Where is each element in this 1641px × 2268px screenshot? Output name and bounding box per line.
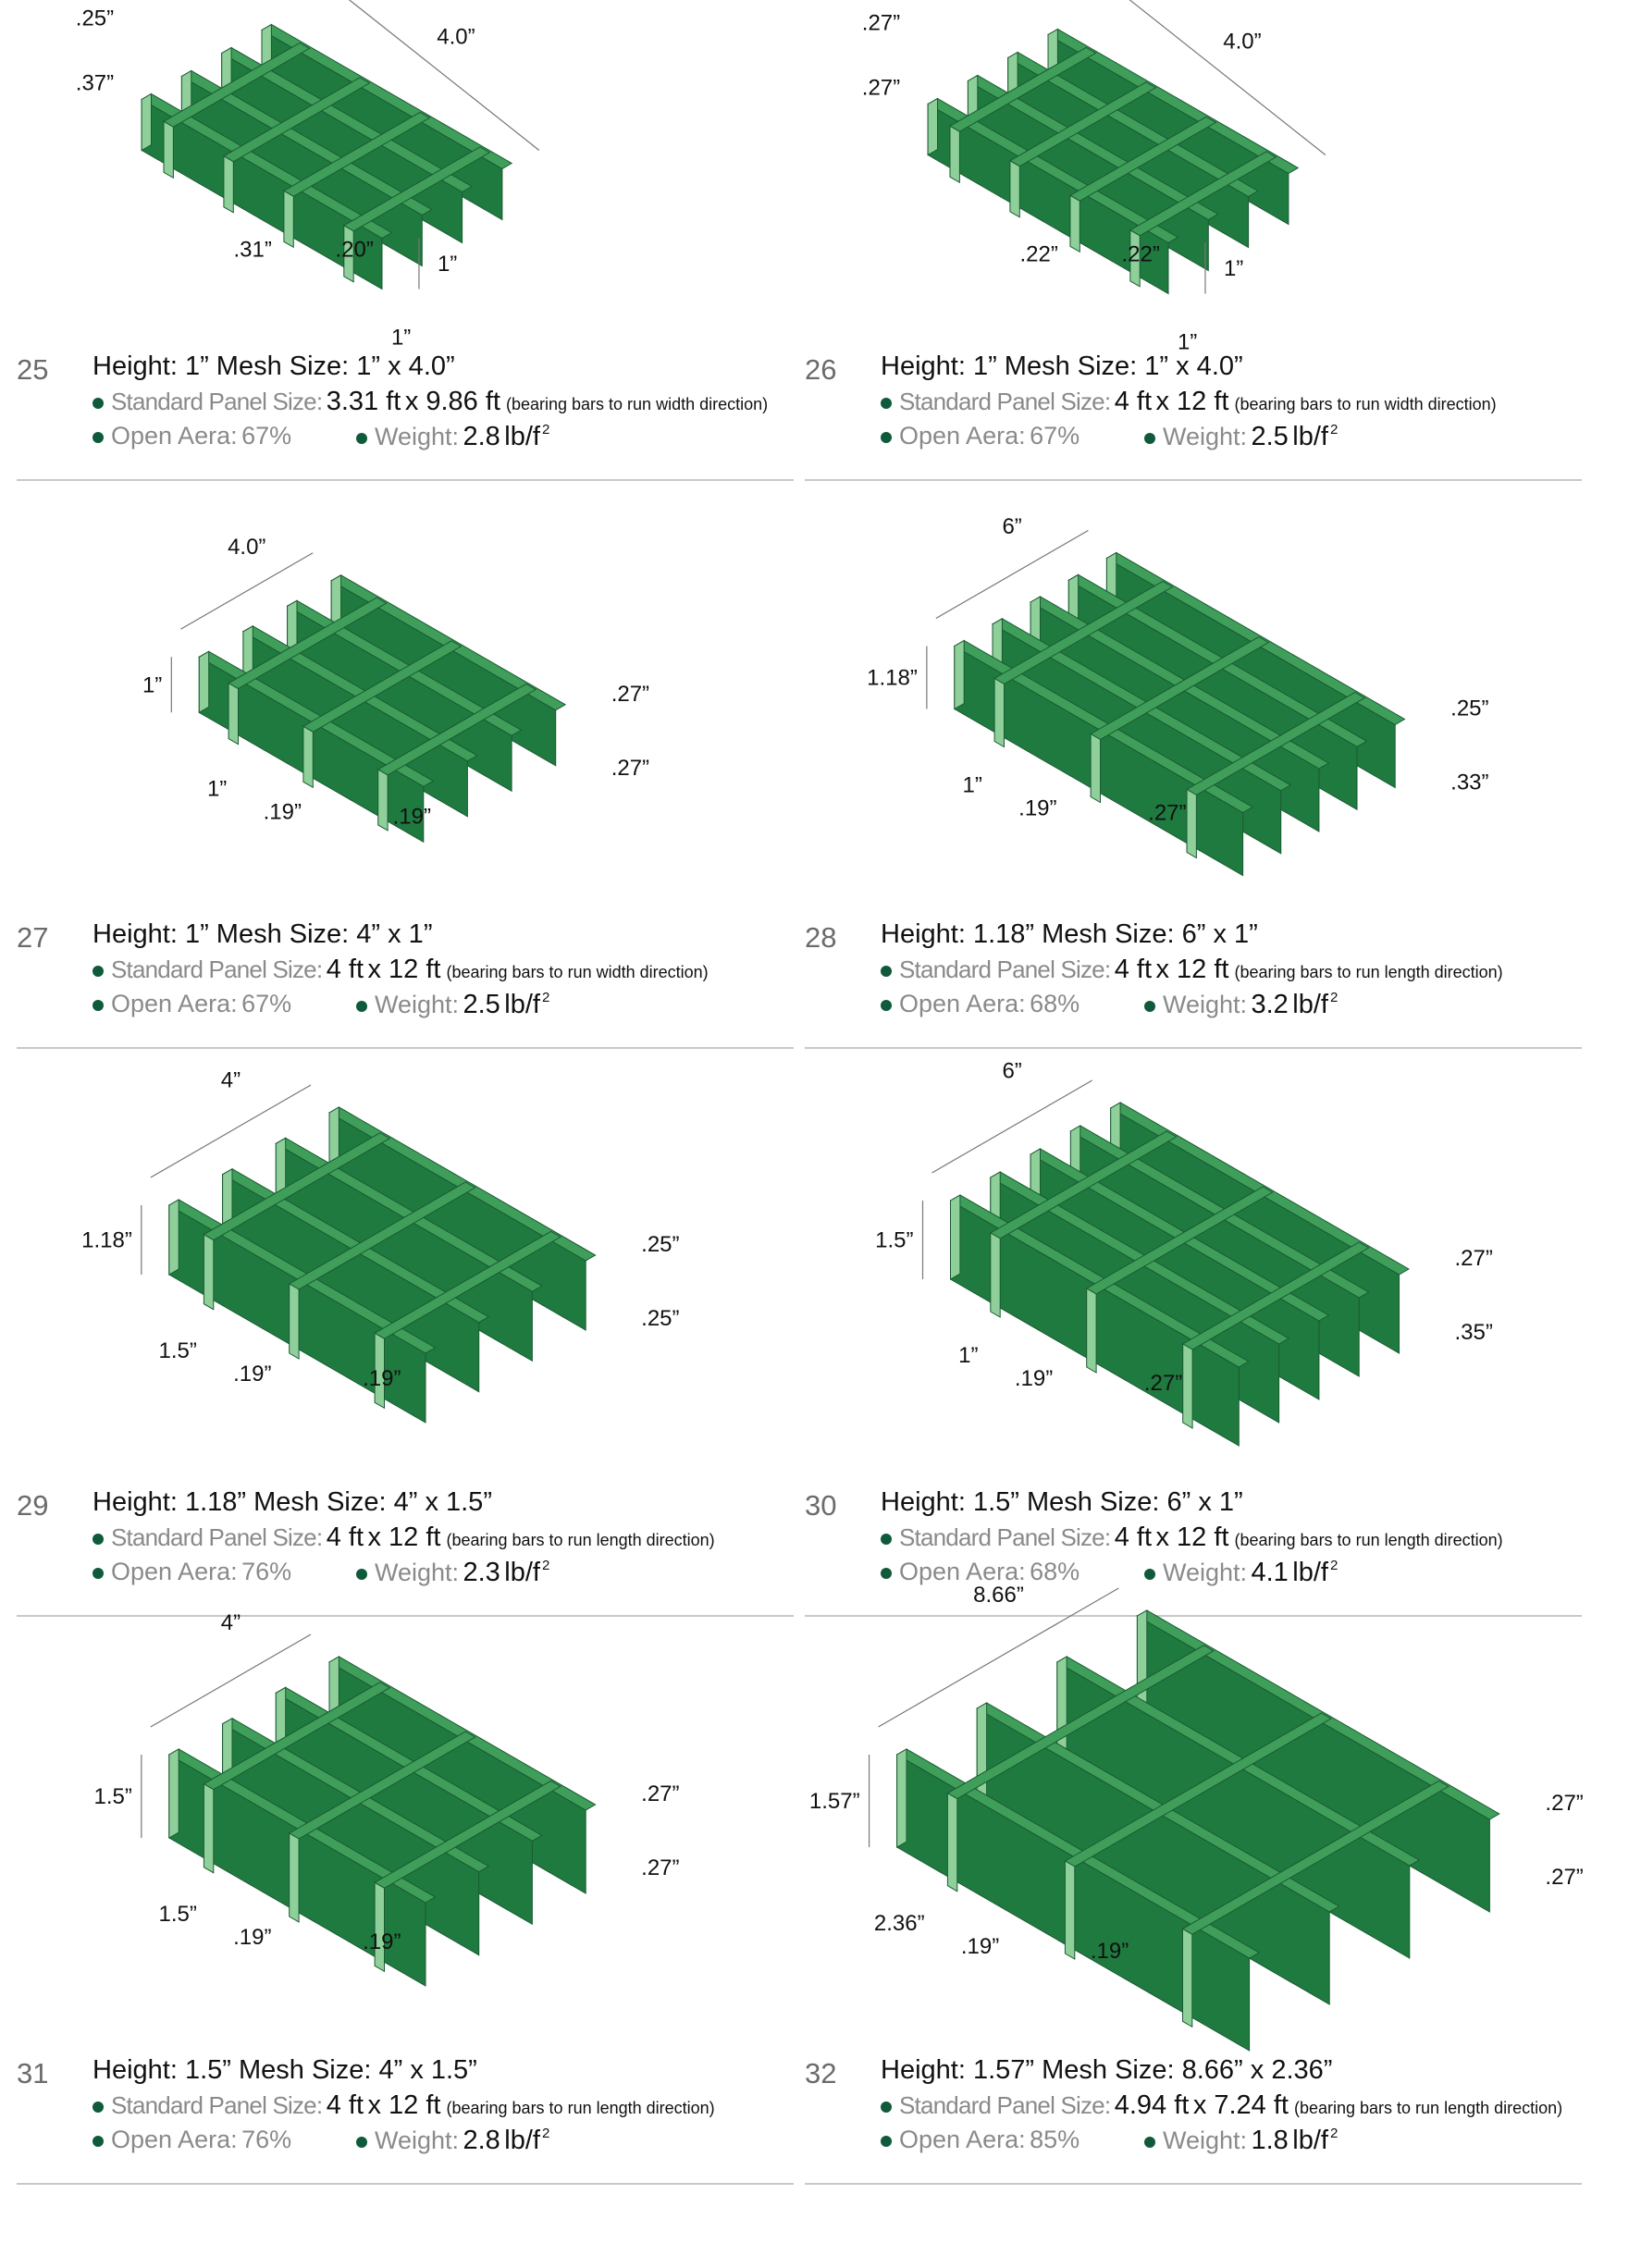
bearing-note: (bearing bars to run width direction) <box>1234 395 1497 413</box>
panel-number: 29 <box>17 1489 49 1522</box>
bearing-note: (bearing bars to run length direction) <box>1234 963 1503 981</box>
cross-bar-end <box>1087 1288 1096 1373</box>
bullet-icon <box>93 2102 104 2113</box>
bullet-icon <box>93 432 104 443</box>
panel-size-width: 4 ft <box>326 1522 364 1552</box>
standard-panel-size-row <box>881 1522 1503 1553</box>
dimension-label: .19” <box>263 799 302 825</box>
weight-group <box>356 2126 549 2156</box>
dimension-label: .25” <box>1450 696 1489 721</box>
weight-exponent: 2 <box>541 1558 550 1573</box>
bullet-icon <box>1144 1569 1155 1580</box>
weight-label: Weight: <box>375 991 460 1018</box>
panel-size-width: 4 ft <box>1114 1522 1153 1552</box>
weight-group <box>356 1558 549 1588</box>
standard-panel-label: Standard Panel Size: <box>111 955 323 983</box>
panel-size-length: x 12 ft <box>1155 955 1229 984</box>
weight-label: Weight: <box>1163 1559 1248 1586</box>
dimension-label: .19” <box>363 1929 401 1954</box>
dimension-label: 1.5” <box>93 1784 132 1809</box>
bearing-bar-end <box>169 1749 179 1838</box>
panel-heading: Height: 1.57” Mesh Size: 8.66” x 2.36” <box>881 2055 1333 2085</box>
cross-bar-end <box>303 726 313 787</box>
grating-panel-29 <box>17 1067 794 1700</box>
bullet-icon <box>881 398 892 409</box>
weight-group <box>1144 2126 1338 2156</box>
cross-bar-end <box>378 770 388 831</box>
bullet-icon <box>1144 433 1155 444</box>
standard-panel-size-row <box>93 1522 715 1553</box>
bullet-icon <box>93 966 104 977</box>
panel-heading: Height: 1” Mesh Size: 1” x 4.0” <box>93 351 455 381</box>
grating-svg <box>805 0 1582 355</box>
open-area-label: Open Aera: <box>899 2126 1026 2153</box>
dimension-label: .27” <box>641 1781 680 1806</box>
weight-exponent: 2 <box>541 2126 550 2141</box>
bullet-icon <box>881 2136 892 2147</box>
weight-value: 2.5 <box>463 990 500 1019</box>
panel-number: 32 <box>805 2057 837 2089</box>
dimension-label: .35” <box>1454 1320 1493 1345</box>
bullet-icon <box>881 432 892 443</box>
dimension-label: 1” <box>390 325 412 351</box>
dimension-label: 1” <box>962 772 982 798</box>
standard-panel-label: Standard Panel Size: <box>899 955 1111 983</box>
panel-heading: Height: 1” Mesh Size: 4” x 1” <box>93 919 433 949</box>
bearing-bar-end <box>169 1200 179 1275</box>
cross-bar-end <box>290 1284 299 1359</box>
panel-number: 28 <box>805 921 837 954</box>
open-area-value: 76% <box>241 1558 292 1585</box>
dimension-label: .20” <box>335 237 374 263</box>
bullet-icon <box>93 2136 104 2147</box>
bearing-note: (bearing bars to run width direction) <box>505 395 769 413</box>
dimension-label: 1” <box>437 252 458 277</box>
grating-illustration <box>17 1067 794 1487</box>
weight-label: Weight: <box>375 2126 460 2154</box>
weight-label: Weight: <box>375 423 460 450</box>
dimension-label: 8.66” <box>973 1583 1024 1608</box>
standard-panel-size-row <box>881 955 1503 985</box>
bearing-note: (bearing bars to run length direction) <box>1234 1531 1503 1549</box>
panel-size-width: 4 ft <box>1114 955 1153 984</box>
grating-illustration <box>805 1058 1582 1487</box>
grating-panel-26 <box>805 0 1582 564</box>
open-area-value: 85% <box>1030 2126 1080 2153</box>
weight-exponent: 2 <box>541 422 550 438</box>
bearing-bar-end <box>928 99 937 155</box>
weight-unit: lb/f <box>504 422 540 451</box>
bullet-icon <box>881 1000 892 1011</box>
panel-number: 26 <box>805 353 837 386</box>
dimension-label: .27” <box>1545 1865 1584 1890</box>
panel-heading: Height: 1.5” Mesh Size: 4” x 1.5” <box>93 2055 477 2085</box>
section-divider <box>805 1047 1582 1049</box>
cross-bar-end <box>228 684 238 745</box>
open-area-value: 76% <box>241 2126 292 2153</box>
grating-svg <box>17 1610 794 2055</box>
area-weight-row <box>93 990 550 1019</box>
dimension-label: 1” <box>1177 329 1198 355</box>
grating-svg <box>17 0 794 351</box>
weight-unit: lb/f <box>1292 990 1328 1019</box>
standard-panel-label: Standard Panel Size: <box>899 388 1111 415</box>
section-divider <box>805 1615 1582 1617</box>
dimension-label: .25” <box>641 1306 680 1331</box>
standard-panel-size-row <box>93 955 709 985</box>
panel-size-length: x 12 ft <box>367 1522 441 1552</box>
dimension-label: .19” <box>960 1934 1000 1959</box>
weight-value: 1.8 <box>1251 2126 1289 2155</box>
panel-heading: Height: 1.5” Mesh Size: 6” x 1” <box>881 1487 1243 1517</box>
panel-number: 31 <box>17 2057 49 2089</box>
cross-bar-end <box>950 126 959 182</box>
bearing-bar-end <box>142 94 151 151</box>
cross-bar-end <box>1010 161 1019 217</box>
bearing-note: (bearing bars to run width direction) <box>446 963 709 981</box>
dimension-label: .27” <box>1454 1246 1493 1271</box>
bullet-icon <box>881 2102 892 2113</box>
dimension-label: .37” <box>75 70 115 96</box>
dimension-label: .25” <box>75 6 115 31</box>
bullet-icon <box>1144 2137 1155 2148</box>
dimension-label: .19” <box>363 1366 401 1391</box>
panel-number: 27 <box>17 921 49 954</box>
open-area-label: Open Aera: <box>899 422 1026 450</box>
bullet-icon <box>356 2137 367 2148</box>
bearing-note: (bearing bars to run length direction) <box>446 1531 715 1549</box>
dimension-label: 4” <box>220 1067 241 1093</box>
weight-exponent: 2 <box>1329 1558 1339 1573</box>
section-divider <box>17 479 794 481</box>
panel-size-length: x 7.24 ft <box>1192 2090 1289 2120</box>
open-area-value: 67% <box>241 990 292 1017</box>
cross-bar-end <box>1183 1344 1192 1428</box>
weight-value: 2.5 <box>1251 422 1289 451</box>
dimension-label: 2.36” <box>873 1911 925 1936</box>
grating-panel-30 <box>805 1058 1582 1700</box>
dimension-label: 1” <box>142 672 163 698</box>
weight-exponent: 2 <box>1329 2126 1339 2141</box>
panel-size-length: x 9.86 ft <box>404 387 500 416</box>
cross-bar-end <box>204 1235 213 1310</box>
weight-unit: lb/f <box>504 2126 540 2155</box>
bullet-icon <box>356 1569 367 1580</box>
grating-illustration <box>17 0 794 351</box>
dimension-label: .19” <box>233 1925 272 1950</box>
open-area-value: 68% <box>1030 1558 1080 1585</box>
section-divider <box>805 2183 1582 2185</box>
weight-value: 2.8 <box>463 2126 500 2155</box>
cross-bar-end <box>284 191 293 247</box>
dimension-label: .27” <box>611 755 650 781</box>
weight-unit: lb/f <box>504 1558 540 1587</box>
dimension-label: .27” <box>1143 1371 1183 1396</box>
panel-heading: Height: 1.18” Mesh Size: 4” x 1.5” <box>93 1487 492 1517</box>
dimension-label: .31” <box>233 237 272 263</box>
panel-heading: Height: 1.18” Mesh Size: 6” x 1” <box>881 919 1258 949</box>
bearing-bar-end <box>955 641 964 709</box>
area-weight-row <box>881 422 1339 451</box>
bullet-icon <box>93 1000 104 1011</box>
dimension-label: .19” <box>1090 1939 1129 1964</box>
open-area-value: 67% <box>1030 422 1080 450</box>
dimension-label: .33” <box>1450 770 1489 795</box>
bullet-icon <box>881 966 892 977</box>
dimension-label: 4” <box>220 1610 241 1635</box>
open-area-label: Open Aera: <box>111 2126 238 2153</box>
dimension-label: 6” <box>1002 1058 1022 1084</box>
grating-svg <box>17 1067 794 1487</box>
panel-size-width: 4.94 ft <box>1114 2090 1190 2120</box>
bullet-icon <box>356 1001 367 1012</box>
standard-panel-size-row <box>881 387 1497 417</box>
dimension-label: 1” <box>206 776 228 802</box>
area-weight-row <box>93 1558 550 1587</box>
panel-size-width: 4 ft <box>326 2090 364 2120</box>
cross-bar-end <box>375 1882 384 1971</box>
grating-svg <box>805 1583 1584 2055</box>
standard-panel-label: Standard Panel Size: <box>899 2091 1111 2119</box>
bullet-icon <box>93 1534 104 1545</box>
section-divider <box>805 479 1582 481</box>
cross-bar-end <box>1070 195 1080 252</box>
panel-size-width: 4 ft <box>326 955 364 984</box>
cross-bar-end <box>1187 790 1196 858</box>
grating-drawing <box>928 30 1298 294</box>
bearing-bar-end <box>951 1195 960 1279</box>
weight-label: Weight: <box>1163 423 1248 450</box>
standard-panel-label: Standard Panel Size: <box>111 1523 323 1551</box>
grating-svg <box>17 535 794 919</box>
grating-panel-25 <box>17 0 794 564</box>
panel-size-width: 3.31 ft <box>326 387 401 416</box>
weight-value: 2.8 <box>463 422 500 451</box>
grating-illustration <box>805 1583 1584 2055</box>
panel-size-width: 4 ft <box>1114 387 1153 416</box>
weight-label: Weight: <box>1163 991 1248 1018</box>
dimension-label: 1.5” <box>875 1227 914 1253</box>
dimension-label: .27” <box>861 10 901 36</box>
area-weight-row <box>93 422 550 451</box>
weight-exponent: 2 <box>1329 422 1339 438</box>
bearing-bar-end <box>897 1749 907 1847</box>
weight-label: Weight: <box>1163 2126 1248 2154</box>
dimension-label: 1” <box>1223 256 1244 281</box>
dimension-label: .27” <box>1545 1791 1584 1816</box>
bullet-icon <box>93 1568 104 1579</box>
cross-bar-end <box>1091 734 1100 803</box>
grating-illustration <box>17 535 794 919</box>
dimension-label: .19” <box>233 1362 272 1387</box>
dimension-label: .19” <box>392 804 431 830</box>
weight-group <box>356 990 549 1020</box>
weight-unit: lb/f <box>1292 2126 1328 2155</box>
weight-unit: lb/f <box>1292 422 1328 451</box>
bullet-icon <box>881 1568 892 1579</box>
weight-exponent: 2 <box>541 990 550 1005</box>
grating-drawing <box>142 25 512 290</box>
open-area-label: Open Aera: <box>899 990 1026 1017</box>
dimension-label: 4.0” <box>228 535 266 560</box>
section-divider <box>17 2183 794 2185</box>
dimension-label: 4.0” <box>437 24 475 50</box>
section-divider <box>17 1047 794 1049</box>
dimension-label: .27” <box>641 1855 680 1880</box>
weight-exponent: 2 <box>1329 990 1339 1005</box>
standard-panel-size-row <box>93 2090 715 2121</box>
standard-panel-label: Standard Panel Size: <box>899 1523 1111 1551</box>
panel-number: 30 <box>805 1489 837 1522</box>
area-weight-row <box>881 2126 1339 2155</box>
area-weight-row <box>93 2126 550 2155</box>
cross-bar-end <box>164 121 173 178</box>
dimension-label: 1.18” <box>81 1227 132 1253</box>
dimension-label: 1.57” <box>808 1789 860 1814</box>
bullet-icon <box>881 1534 892 1545</box>
cross-bar-end <box>204 1784 213 1873</box>
open-area-value: 67% <box>241 422 292 450</box>
weight-unit: lb/f <box>1292 1558 1328 1587</box>
bullet-icon <box>1144 1001 1155 1012</box>
grating-panel-28 <box>805 514 1582 1132</box>
open-area-label: Open Aera: <box>111 1558 238 1585</box>
grating-panel-32 <box>805 1583 1584 2268</box>
weight-label: Weight: <box>375 1559 460 1586</box>
cross-bar-end <box>1183 1929 1192 2027</box>
cross-bar-end <box>1065 1861 1074 1959</box>
weight-group <box>1144 1558 1338 1588</box>
dimension-label: .19” <box>1014 1366 1054 1391</box>
standard-panel-size-row <box>881 2090 1562 2121</box>
panel-number: 25 <box>17 353 49 386</box>
bullet-icon <box>356 433 367 444</box>
bearing-note: (bearing bars to run length direction) <box>446 2099 715 2117</box>
dimension-label: .27” <box>861 75 901 101</box>
dimension-label: 1.5” <box>158 1902 197 1927</box>
bearing-bar-end <box>199 651 208 712</box>
grating-illustration <box>805 514 1582 919</box>
cross-bar-end <box>994 679 1004 747</box>
open-area-value: 68% <box>1030 990 1080 1017</box>
panel-size-length: x 12 ft <box>1155 387 1229 416</box>
open-area-label: Open Aera: <box>111 422 238 450</box>
weight-value: 2.3 <box>463 1558 500 1587</box>
weight-unit: lb/f <box>504 990 540 1019</box>
weight-value: 3.2 <box>1251 990 1289 1019</box>
grating-drawing <box>955 553 1405 876</box>
grating-svg <box>805 1058 1582 1487</box>
area-weight-row <box>881 990 1339 1019</box>
grating-illustration <box>805 0 1582 355</box>
dimension-label: .25” <box>641 1232 680 1257</box>
open-area-label: Open Aera: <box>899 1558 1026 1585</box>
panel-size-length: x 12 ft <box>1155 1522 1229 1552</box>
grating-panel-27 <box>17 535 794 1132</box>
bearing-note: (bearing bars to run length direction) <box>1293 2099 1563 2117</box>
dimension-label: 1.18” <box>867 665 918 691</box>
cross-bar-end <box>224 156 233 213</box>
panel-size-length: x 12 ft <box>367 955 441 984</box>
weight-value: 4.1 <box>1251 1558 1289 1587</box>
cross-bar-end <box>991 1233 1000 1317</box>
grating-illustration <box>17 1610 794 2055</box>
dimension-label: 1.5” <box>158 1338 197 1363</box>
standard-panel-label: Standard Panel Size: <box>111 2091 323 2119</box>
panel-heading: Height: 1” Mesh Size: 1” x 4.0” <box>881 351 1243 381</box>
grating-drawing <box>199 575 565 843</box>
open-area-label: Open Aera: <box>111 990 238 1017</box>
dimension-label: 4.0” <box>1223 29 1262 55</box>
dimension-label: .27” <box>1148 800 1187 826</box>
weight-group <box>1144 990 1338 1020</box>
dimension-label: .27” <box>611 681 650 707</box>
cross-bar-end <box>947 1793 956 1892</box>
dimension-label: .22” <box>1121 241 1160 267</box>
weight-group <box>1144 422 1338 452</box>
dimension-label: .19” <box>1018 795 1057 821</box>
weight-group <box>356 422 549 452</box>
grating-panel-31 <box>17 1610 794 2268</box>
standard-panel-label: Standard Panel Size: <box>111 388 323 415</box>
dimension-label: .22” <box>1019 241 1058 267</box>
panel-size-length: x 12 ft <box>367 2090 441 2120</box>
cross-bar-end <box>290 1833 299 1922</box>
grating-svg <box>805 514 1582 919</box>
dimension-label: 6” <box>1002 514 1022 539</box>
standard-panel-size-row <box>93 387 768 417</box>
dimension-label: 1” <box>958 1343 979 1368</box>
bullet-icon <box>93 398 104 409</box>
section-divider <box>17 1615 794 1617</box>
